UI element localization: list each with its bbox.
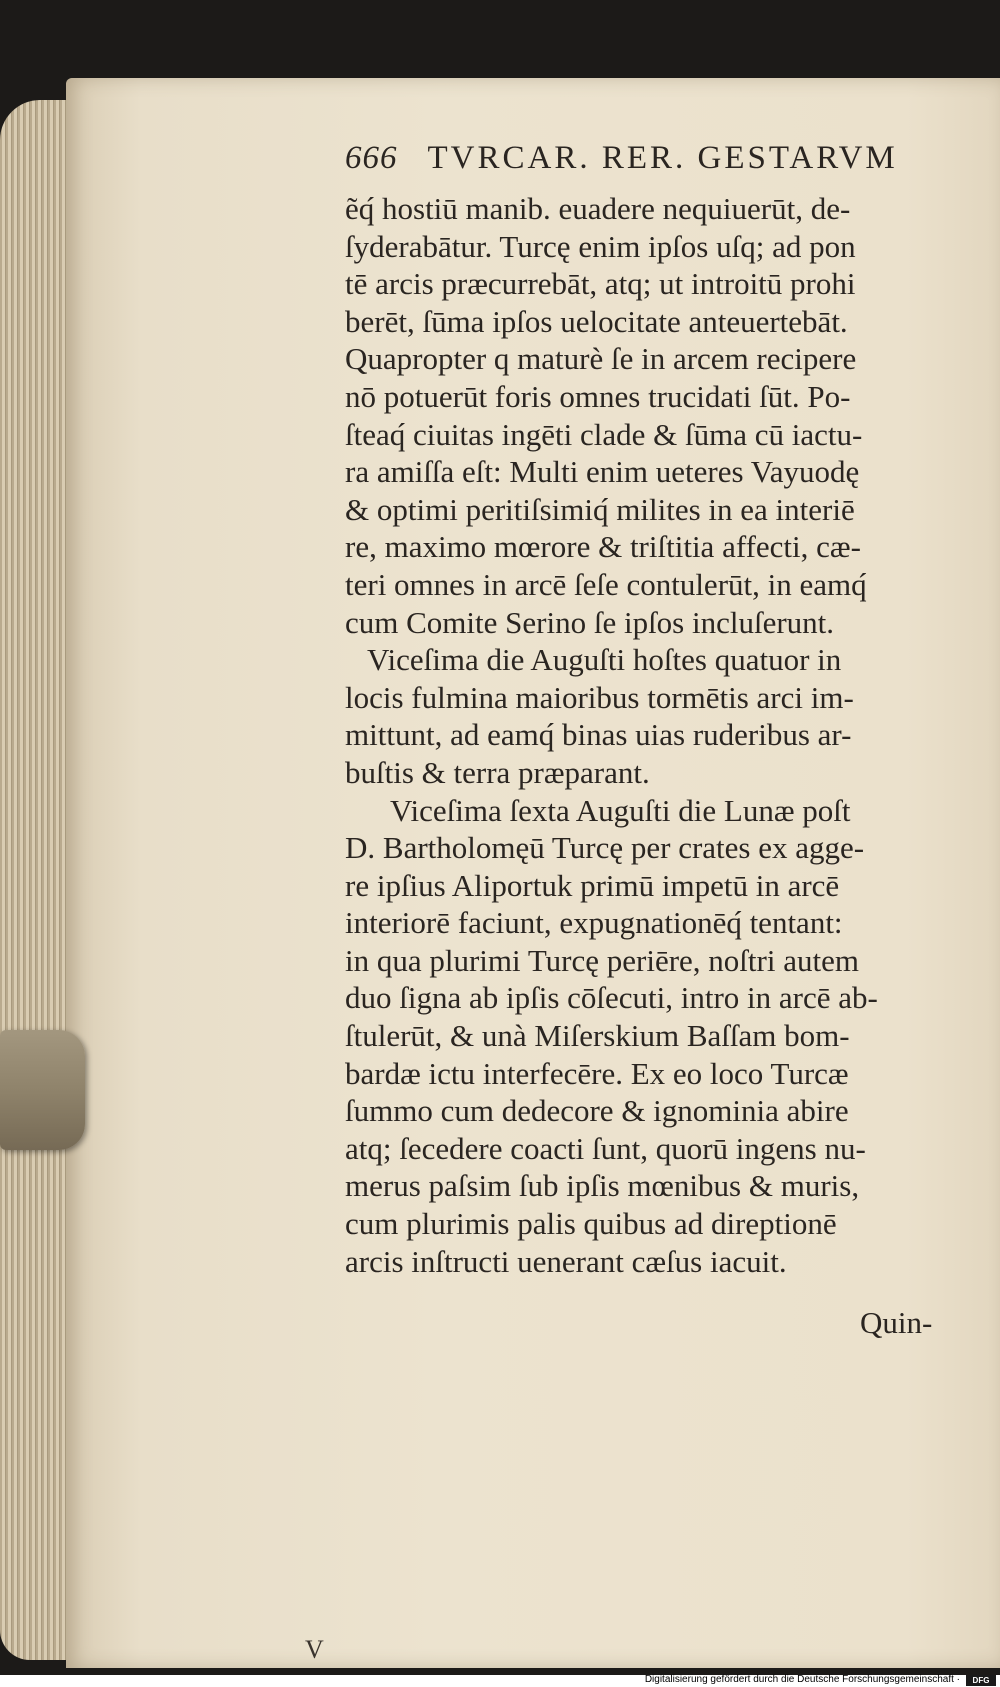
text-line: Viceſima ſexta Auguſti die Lunæ poſt [390,792,851,828]
text-line: & optimi peritiſsimiq́ milites in ea interiē [345,491,855,527]
signature-mark: V [305,1635,324,1664]
text-line: nō potuerūt foris omnes trucidati ſūt. Po- [345,378,851,414]
running-head: TVRCAR. RER. GESTARVM [427,140,898,176]
text-line: locis fulmina maioribus tormētis arci im- [345,679,854,715]
text-line: interiorē faciunt, expugnationēq́ tentant: [345,905,843,941]
text-line: arcis inſtructi uenerant cæſus iacuit. [345,1243,787,1279]
text-line: ẽq́ hostiū manib. euadere nequiuerūt, de- [345,191,851,226]
text-line: cum Comite Serino ſe ipſos incluſerunt. [345,604,835,640]
text-line: ſyderabātur. Turcę enim ipſos uſq; ad pon [345,228,856,264]
text-line: tē arcis præcurrebāt, atq; ut introitū prohi [345,266,856,302]
text-line: re ipſius Aliportuk primū impetū in arcē [345,867,840,903]
text-line: ra amiſſa eſt: Multi enim ueteres Vayuodę [345,454,860,490]
text-line: mittunt, ad eamq́ binas uias ruderibus ar- [345,717,852,753]
text-line: teri omnes in arcē ſeſe contulerūt, in eamq́ [345,566,867,602]
text-line: buſtis & terra præparant. [345,754,650,790]
text-line: ſteaq́ ciuitas ingēti clade & ſūma cū iactu- [345,416,863,452]
text-line: Quapropter q maturè ſe in arcem recipere [345,341,857,377]
funding-credit: Digitalisierung gefördert durch die Deutsche Forschungsgemeinschaft · [644,1674,960,1685]
digitization-footer [0,1675,1000,1687]
text-line: re, maximo mœrore & triſtitia affecti, cæ- [345,529,861,565]
text-line: in qua plurimi Turcę periēre, noſtri autem [345,942,859,978]
text-line: Viceſima die Auguſti hoſtes quatuor in [367,642,842,678]
body-text [345,190,965,1280]
catchword: Quin- [860,1305,933,1340]
text-line: bardæ ictu interfecēre. Ex eo loco Turcæ [345,1055,849,1091]
text-line: merus paſsim ſub ipſis mœnibus & muris, [345,1168,860,1204]
text-line: atq; ſecedere coacti ſunt, quorū ingens nu- [345,1130,866,1166]
text-line: duo ſigna ab ipſis cōſecuti, intro in arcē ab- [345,980,878,1016]
dfg-logo: DFG [966,1675,996,1686]
text-line: ſtulerūt, & unà Miſerskium Baſſam bom- [345,1018,850,1054]
text-line: cum plurimis palis quibus ad direptionē [345,1206,837,1242]
text-line: berēt, ſūma ipſos uelocitate anteuertebāt. [345,303,848,339]
page-number: 666 [345,140,398,176]
text-line: D. Bartholomęū Turcę per crates ex agge- [345,830,865,866]
page-header [345,140,915,177]
book-clasp-strap [0,1030,85,1150]
text-line: ſummo cum dedecore & ignominia abire [345,1093,849,1129]
